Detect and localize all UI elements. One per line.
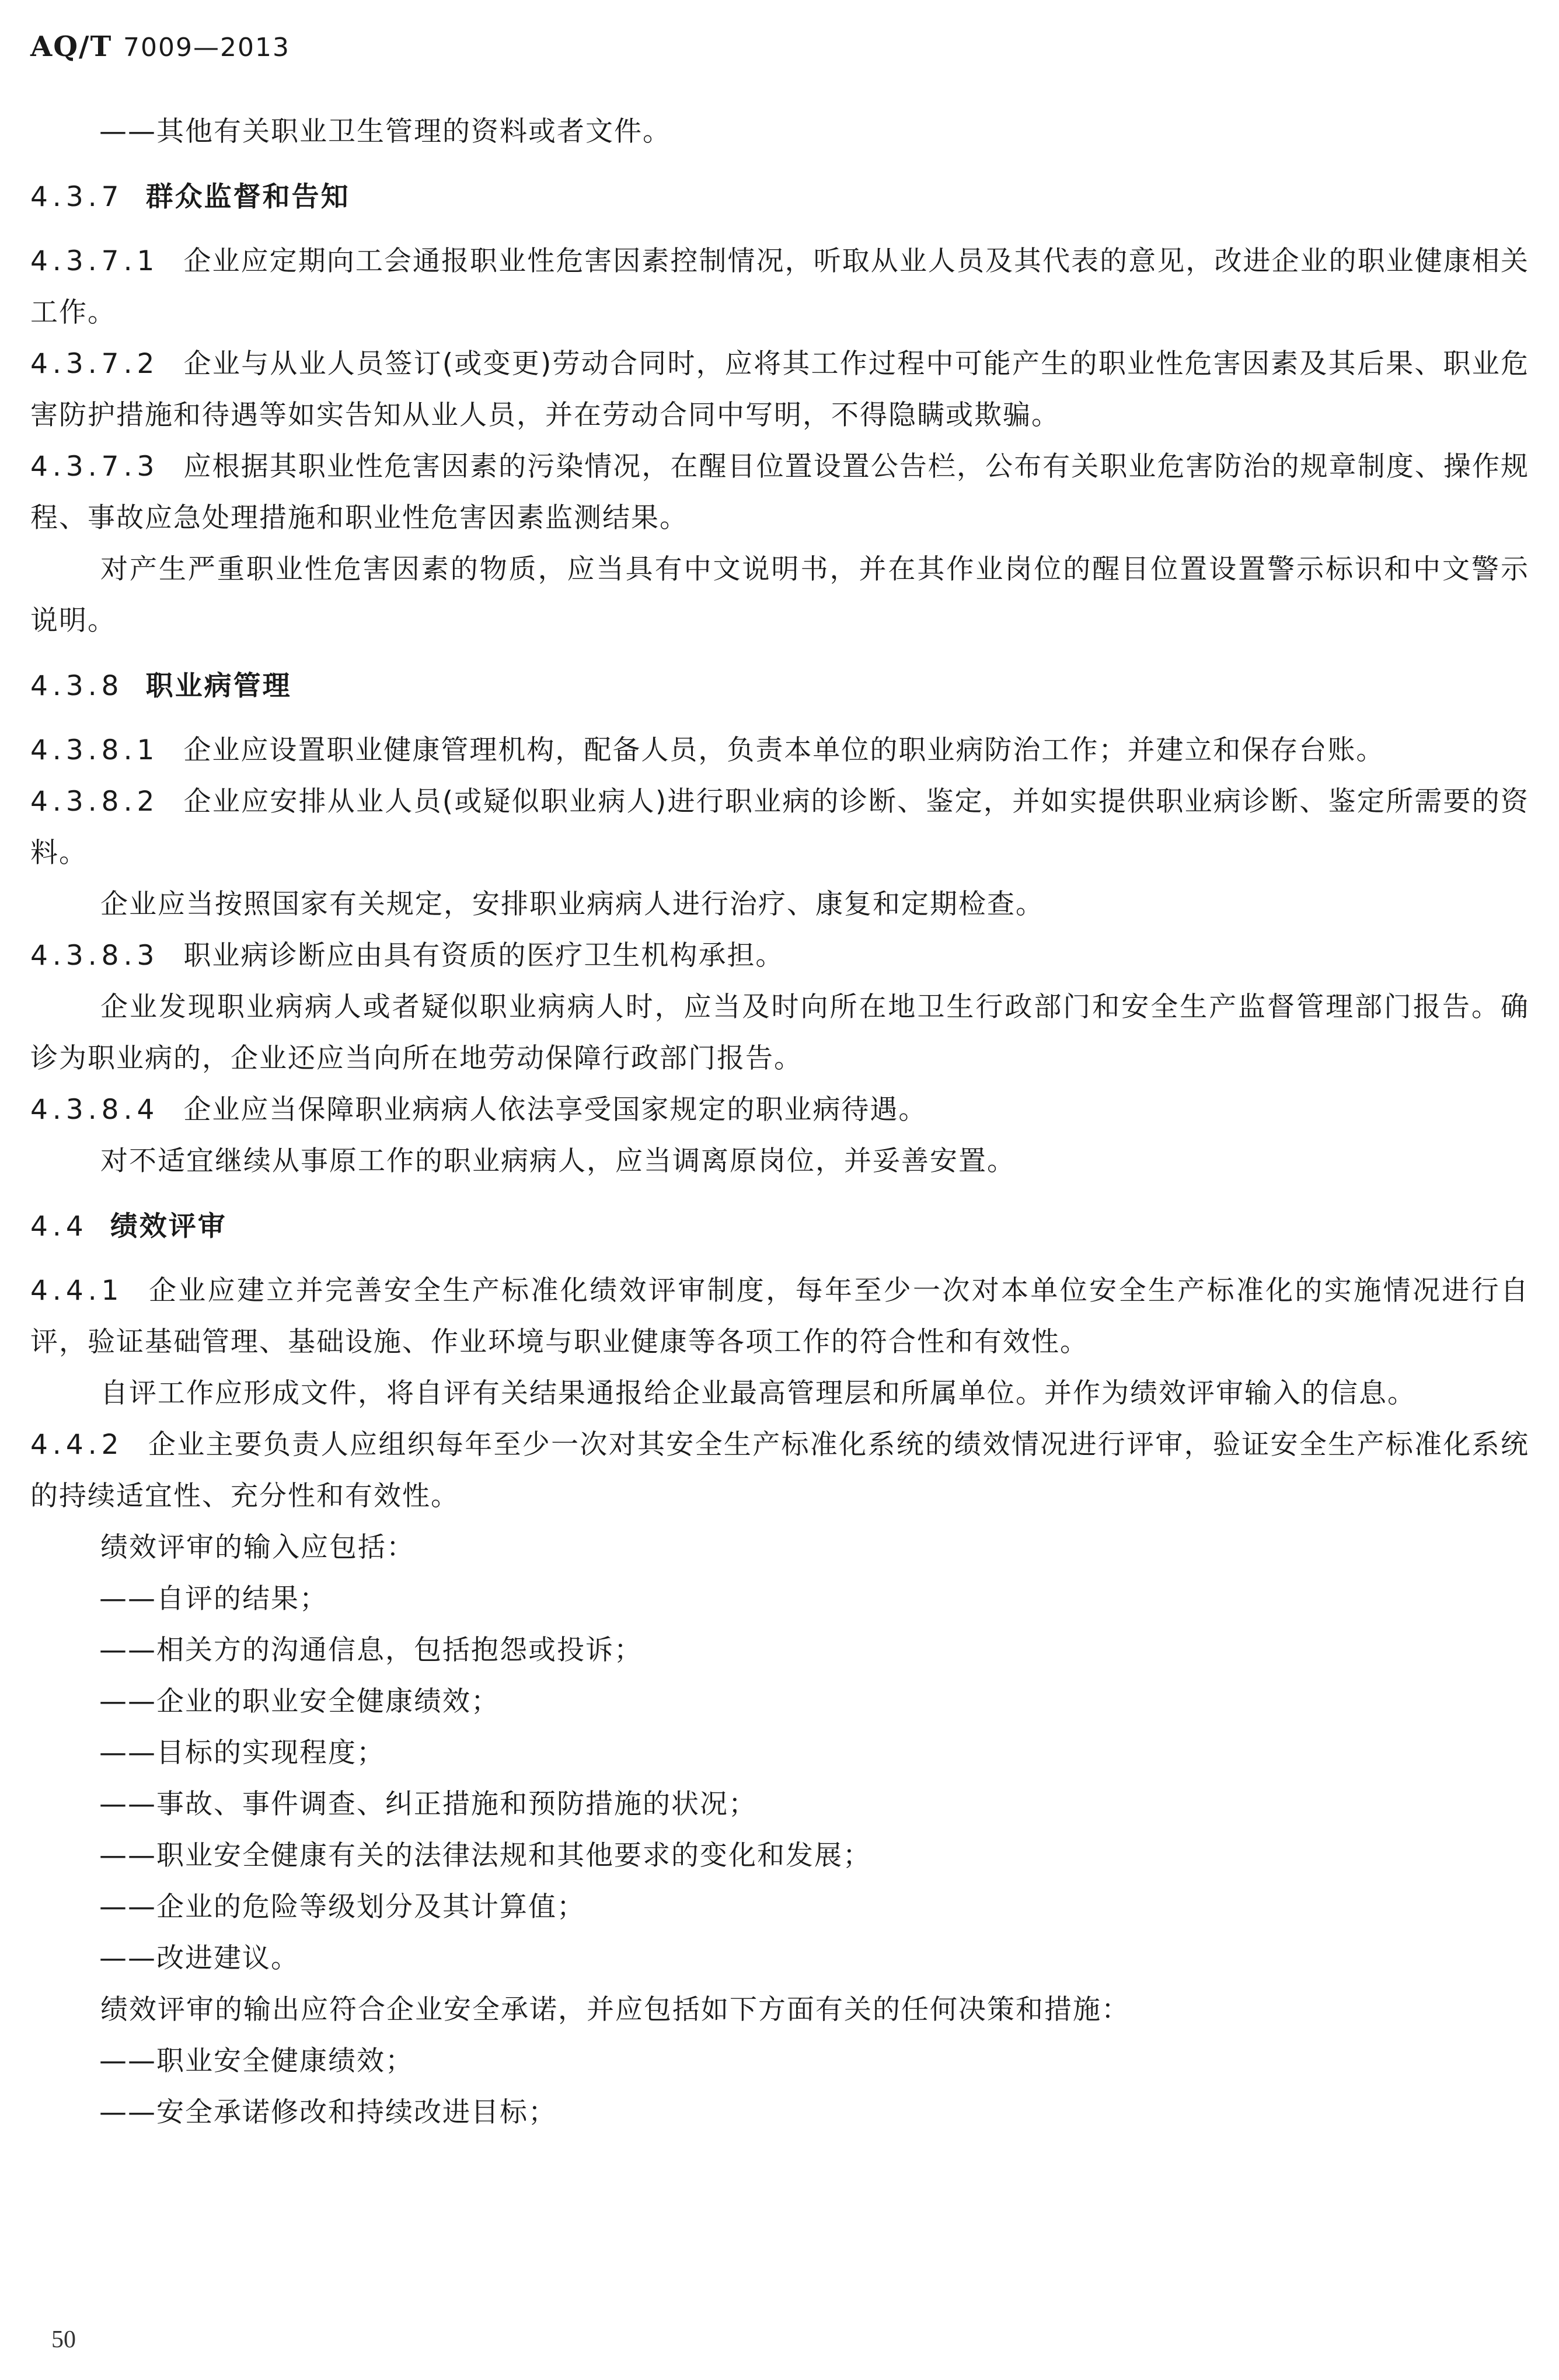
clause-text: 企业与从业人员签订(或变更)劳动合同时，应将其工作过程中可能产生的职业性危害因素及其后果、职业危害防护措施和待遇等如实告知从业人员，并在劳动合同中写明，不得隐瞒或欺骗。	[30, 348, 1529, 431]
dash-list-item: ——职业安全健康有关的法律法规和其他要求的变化和发展；	[99, 1840, 871, 1872]
clause-paragraph	[30, 338, 1529, 441]
clause-paragraph	[30, 930, 1529, 982]
indented-paragraph: 绩效评审的输入应包括：	[100, 1531, 415, 1564]
clause-paragraph	[30, 725, 1529, 776]
indented-paragraph: 对不适宜继续从事原工作的职业病病人，应当调离原岗位，并妥善安置。	[100, 1145, 1016, 1177]
clause-text: 职业病诊断应由具有资质的医疗卫生机构承担。	[183, 940, 784, 972]
dash-list-item: ——改进建议。	[99, 1942, 299, 1974]
section-number: 4.3.8	[30, 670, 124, 702]
clause-text: 企业应建立并完善安全生产标准化绩效评审制度，每年至少一次对本单位安全生产标准化的实施情况进行自评，验证基础管理、基础设施、作业环境与职业健康等各项工作的符合性和有效性。	[30, 1275, 1529, 1358]
clause-text: 企业应设置职业健康管理机构，配备人员，负责本单位的职业病防治工作；并建立和保存台账。	[183, 734, 1385, 766]
clause-paragraph	[30, 236, 1529, 338]
standard-prefix: AQ/T	[30, 30, 113, 63]
dash-list-item: ——自评的结果；	[99, 1583, 328, 1615]
clause-number: 4.3.8.4	[30, 1094, 159, 1126]
clause-number: 4.3.8.3	[30, 940, 159, 972]
clause-paragraph	[30, 1084, 1529, 1136]
indented-paragraph: 绩效评审的输出应符合企业安全承诺，并应包括如下方面有关的任何决策和措施：	[100, 1994, 1130, 2026]
dash-list-item: ——职业安全健康绩效；	[99, 2045, 414, 2077]
section-number: 4.4	[30, 1210, 88, 1243]
section-heading	[30, 661, 1529, 712]
dash-list-item: ——企业的职业安全健康绩效；	[99, 1685, 500, 1718]
clause-paragraph	[30, 441, 1529, 544]
page-number: 50	[51, 2326, 76, 2353]
clause-number: 4.3.7.3	[30, 451, 159, 483]
clause-number: 4.3.8.2	[30, 786, 159, 818]
standard-number-header	[30, 30, 290, 63]
section-heading	[30, 1201, 1529, 1252]
section-number: 4.3.7	[30, 181, 124, 213]
clause-number: 4.4.2	[30, 1429, 124, 1461]
clause-paragraph	[30, 1265, 1529, 1368]
dash-list-item: ——事故、事件调查、纠正措施和预防措施的状况；	[99, 1788, 757, 1820]
section-heading	[30, 172, 1529, 223]
clause-number: 4.3.7.2	[30, 348, 159, 380]
clause-text: 企业应定期向工会通报职业性危害因素控制情况，听取从业人员及其代表的意见，改进企业的职业健康相关工作。	[30, 245, 1529, 329]
dash-list-item: ——企业的危险等级划分及其计算值；	[99, 1891, 585, 1923]
indented-paragraph: 自评工作应形成文件，将自评有关结果通报给企业最高管理层和所属单位。并作为绩效评审输入的信息。	[100, 1377, 1416, 1409]
dash-list-item: ——相关方的沟通信息，包括抱怨或投诉；	[99, 1634, 643, 1666]
dash-list-item: ——安全承诺修改和持续改进目标；	[99, 2096, 557, 2128]
section-title: 职业病管理	[145, 670, 292, 702]
dash-list-item: ——其他有关职业卫生管理的资料或者文件。	[99, 116, 671, 148]
indented-paragraph: 企业应当按照国家有关规定，安排职业病病人进行治疗、康复和定期检查。	[100, 888, 1044, 920]
clause-number: 4.3.8.1	[30, 734, 159, 766]
clause-text: 企业主要负责人应组织每年至少一次对其安全生产标准化系统的绩效情况进行评审，验证安全生产标准化系统的持续适宜性、充分性和有效性。	[30, 1429, 1529, 1512]
clause-number: 4.3.7.1	[30, 245, 159, 277]
clause-text: 企业应安排从业人员(或疑似职业病人)进行职业病的诊断、鉴定，并如实提供职业病诊断、鉴定所需要的资料。	[30, 786, 1529, 869]
dash-list-item: ——目标的实现程度；	[99, 1737, 385, 1769]
section-title: 群众监督和告知	[145, 181, 350, 213]
clause-text: 应根据其职业性危害因素的污染情况，在醒目位置设置公告栏，公布有关职业危害防治的规章制度、操作规程、事故应急处理措施和职业性危害因素监测结果。	[30, 451, 1529, 534]
section-title: 绩效评审	[110, 1210, 227, 1243]
clause-paragraph	[30, 776, 1529, 879]
clause-paragraph	[30, 1419, 1529, 1522]
standard-number: 7009—2013	[123, 33, 290, 62]
indented-paragraph: 对产生严重职业性危害因素的物质，应当具有中文说明书，并在其作业岗位的醒目位置设置警示标识和中文警示说明。	[30, 553, 1529, 637]
body-text	[30, 106, 1529, 2138]
clause-text: 企业应当保障职业病病人依法享受国家规定的职业病待遇。	[183, 1094, 927, 1126]
indented-paragraph: 企业发现职业病病人或者疑似职业病病人时，应当及时向所在地卫生行政部门和安全生产监督管理部门报告。确诊为职业病的，企业还应当向所在地劳动保障行政部门报告。	[30, 991, 1529, 1074]
clause-number: 4.4.1	[30, 1275, 124, 1307]
